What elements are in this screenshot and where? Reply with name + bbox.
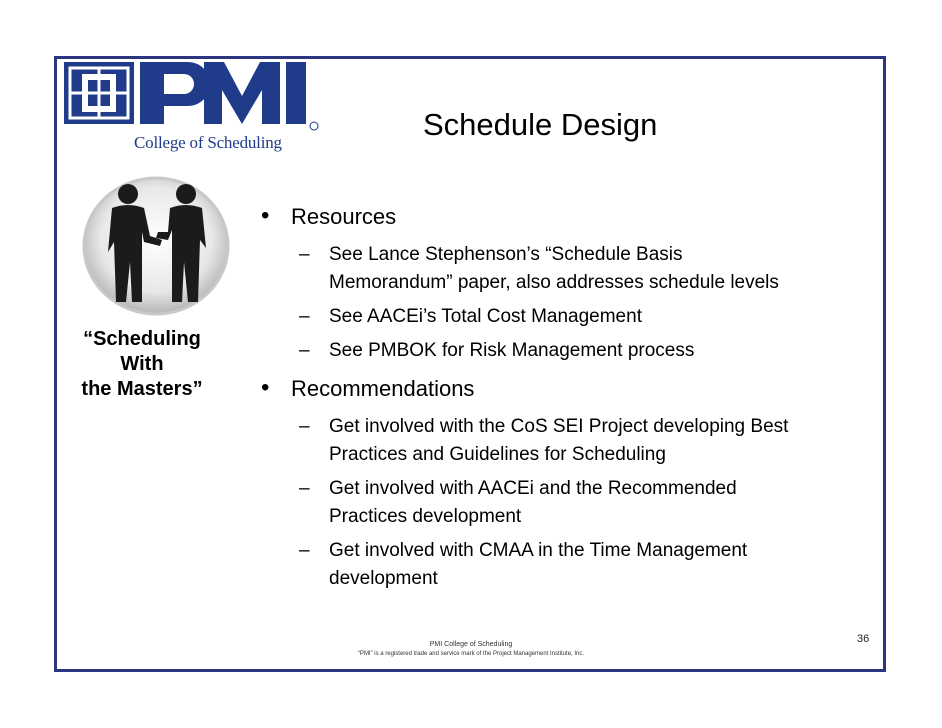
bullet-recommendations [261,374,475,402]
tagline-line-1: “Scheduling [83,328,201,350]
dash: – [299,478,310,499]
tagline [64,327,220,402]
slide-title: Schedule Design [423,107,658,142]
sub-bullet [299,413,869,469]
footer-trademark: “PMI” is a registered trade and service mark of the Project Management Institute, Inc. [357,651,585,657]
bullet-dot: • [261,374,270,401]
dash: – [299,244,310,265]
sub-bullet [299,303,869,331]
page-number: 36 [857,633,870,645]
tagline-line-3: the Masters” [81,378,203,400]
sub-bullet [299,337,869,365]
sub-line: development [329,568,438,589]
tagline-line-2: With [120,353,164,375]
footer-org: PMI College of Scheduling [429,641,513,648]
sub-line: See AACEi’s Total Cost Management [329,306,642,327]
sub-line: Practices and Guidelines for Scheduling [329,444,666,465]
sub-line: Practices development [329,506,522,527]
dash: – [299,306,310,327]
bullet-label: Resources [291,204,397,229]
sub-line: See PMBOK for Risk Management process [329,340,695,361]
dash: – [299,540,310,561]
sub-line: Get involved with CMAA in the Time Management [329,540,748,561]
dash: – [299,340,310,361]
sub-line: See Lance Stephenson’s “Schedule Basis [329,244,683,265]
sub-line: Get involved with AACEi and the Recommended [329,478,737,499]
bullet-resources [261,202,397,230]
sub-line: Memorandum” paper, also addresses schedule levels [329,272,779,293]
sub-line: Get involved with the CoS SEI Project developing Best [329,416,789,437]
sub-bullet [299,475,869,531]
dash: – [299,416,310,437]
sub-bullet [299,241,869,297]
bullet-dot: • [261,202,270,229]
bullet-label: Recommendations [291,376,475,401]
sub-bullet [299,537,869,593]
handshake-image [82,176,230,316]
logo-subtitle: College of Scheduling [134,133,282,152]
